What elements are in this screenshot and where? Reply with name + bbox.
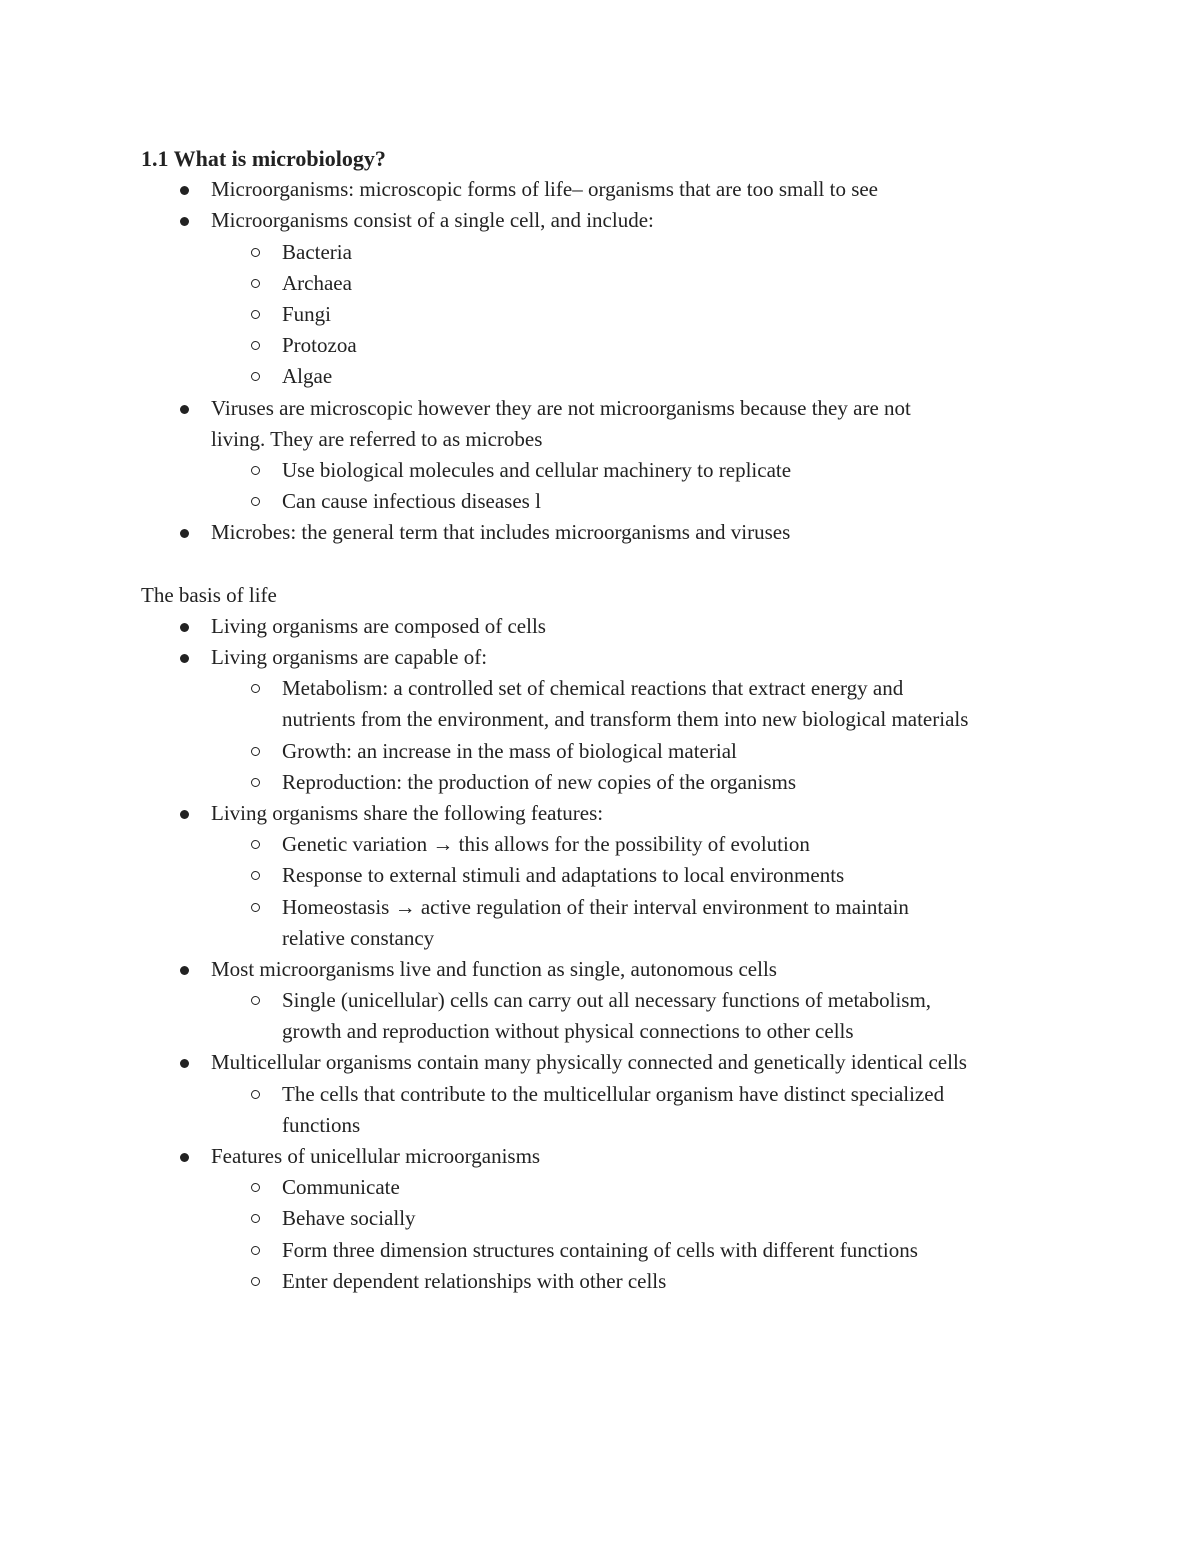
bullet-ring-icon <box>251 341 260 350</box>
sub-list-item: Archaea <box>141 268 1121 299</box>
bullet-dot-icon <box>180 217 189 226</box>
sub-list-item: Metabolism: a controlled set of chemical reactions that extract energy and <box>141 673 1121 704</box>
list-item: Most microorganisms live and function as single, autonomous cells <box>141 954 1121 985</box>
sub-list-item: The cells that contribute to the multicellular organism have distinct specialized <box>141 1079 1121 1110</box>
sub-list-item: Can cause infectious diseases l <box>141 486 1121 517</box>
bullet-ring-icon <box>251 871 260 880</box>
list-item: Microbes: the general term that includes microorganisms and viruses <box>141 517 1121 548</box>
sub-list-item: Fungi <box>141 299 1121 330</box>
sub-list-item-continuation: functions <box>282 1112 361 1137</box>
sub-list-item: Behave socially <box>141 1203 1121 1234</box>
bullet-dot-icon <box>180 810 189 819</box>
sub-list-item: Response to external stimuli and adaptations to local environments <box>141 860 1121 891</box>
bullet-ring-icon <box>251 372 260 381</box>
bullet-dot-icon <box>180 966 189 975</box>
bullet-ring-icon <box>251 466 260 475</box>
sub-list-item: Homeostasis → active regulation of their interval environment to maintain <box>141 892 1121 923</box>
sub-list-item: Bacteria <box>141 237 1121 268</box>
sub-list-item: Enter dependent relationships with other cells <box>141 1266 1121 1297</box>
bullet-ring-icon <box>251 248 260 257</box>
list-item: Features of unicellular microorganisms <box>141 1141 1121 1172</box>
list-item: Living organisms are capable of: <box>141 642 1121 673</box>
list-item: Multicellular organisms contain many physically connected and genetically identical cells <box>141 1047 1121 1078</box>
bullet-ring-icon <box>251 1183 260 1192</box>
bullet-ring-icon <box>251 310 260 319</box>
bullet-ring-icon <box>251 778 260 787</box>
sub-list-item: Form three dimension structures containing of cells with different functions <box>141 1235 1121 1266</box>
section-heading: 1.1 What is microbiology? <box>141 146 386 171</box>
paragraph-gap <box>141 548 1121 579</box>
sub-list-item: Growth: an increase in the mass of biological material <box>141 736 1121 767</box>
sub-list-item: Protozoa <box>141 330 1121 361</box>
bullet-dot-icon <box>180 623 189 632</box>
sub-list-item-continuation: growth and reproduction without physical connections to other cells <box>282 1019 854 1044</box>
list-item: Microorganisms: microscopic forms of life– organisms that are too small to see <box>141 174 1121 205</box>
bullet-dot-icon <box>180 654 189 663</box>
sub-list-item: Single (unicellular) cells can carry out all necessary functions of metabolism, <box>141 985 1121 1016</box>
bullet-ring-icon <box>251 497 260 506</box>
list-item-continuation: living. They are referred to as microbes <box>211 426 543 451</box>
document-page <box>141 143 1121 1297</box>
bullet-ring-icon <box>251 1214 260 1223</box>
list-item: Living organisms are composed of cells <box>141 611 1121 642</box>
bullet-ring-icon <box>251 903 260 912</box>
bullet-ring-icon <box>251 1090 260 1099</box>
bullet-dot-icon <box>180 186 189 195</box>
bullet-ring-icon <box>251 747 260 756</box>
bullet-ring-icon <box>251 684 260 693</box>
sub-list-item: Algae <box>141 361 1121 392</box>
bullet-dot-icon <box>180 1059 189 1068</box>
sub-list-item: Use biological molecules and cellular machinery to replicate <box>141 455 1121 486</box>
bullet-ring-icon <box>251 996 260 1005</box>
bullet-dot-icon <box>180 405 189 414</box>
bullet-ring-icon <box>251 1277 260 1286</box>
bullet-dot-icon <box>180 529 189 538</box>
list-item: Microorganisms consist of a single cell, and include: <box>141 205 1121 236</box>
list-item: Viruses are microscopic however they are not microorganisms because they are not <box>141 393 1121 424</box>
section-heading: The basis of life <box>141 582 277 607</box>
sub-list-item: Genetic variation → this allows for the possibility of evolution <box>141 829 1121 860</box>
sub-list-item-continuation: nutrients from the environment, and transform them into new biological materials <box>282 707 969 732</box>
bullet-dot-icon <box>180 1153 189 1162</box>
sub-list-item-continuation: relative constancy <box>282 925 435 950</box>
sub-list-item: Reproduction: the production of new copies of the organisms <box>141 767 1121 798</box>
bullet-ring-icon <box>251 279 260 288</box>
sub-list-item: Communicate <box>141 1172 1121 1203</box>
bullet-ring-icon <box>251 1246 260 1255</box>
bullet-ring-icon <box>251 840 260 849</box>
list-item: Living organisms share the following features: <box>141 798 1121 829</box>
